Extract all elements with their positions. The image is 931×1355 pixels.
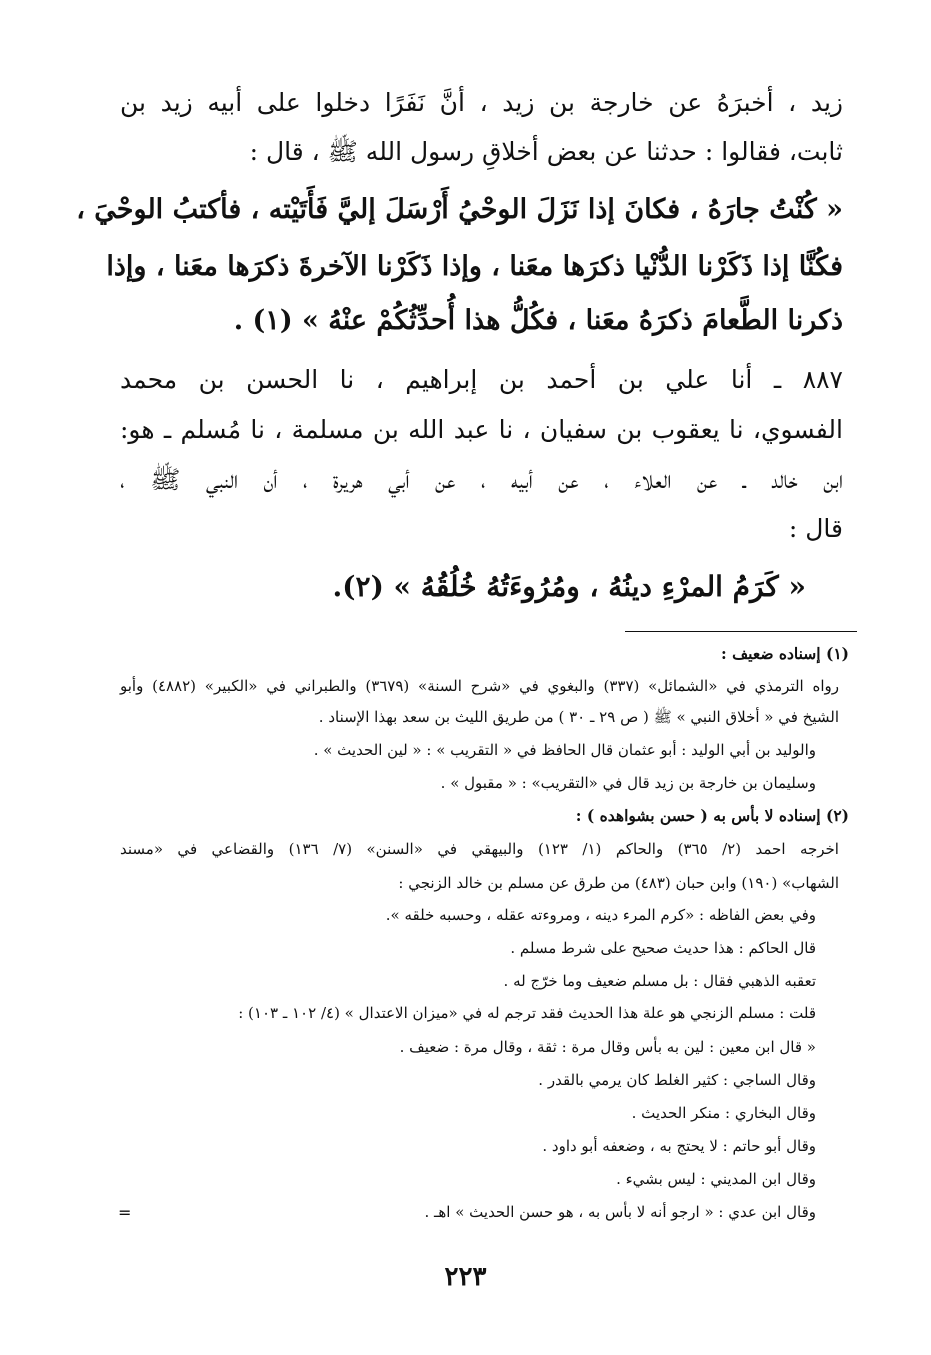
footnote-line: قلت : مسلم الزنجي هو علة هذا الحديث فقد ترجم له في «ميزان الاعتدال » (٤/ ١٠٢ ـ ١٠٣) :: [238, 1004, 816, 1022]
narration-line: قال :: [788, 514, 843, 543]
footnote-line: وقال ابن المديني : ليس بشيء .: [616, 1170, 816, 1188]
hadith-quote-line: « كُنْتُ جارَهُ ، فكانَ إذا نَزَلَ الوحْيُ أَرْسَلَ إليَّ فَأَتَيْته ، فأكتبُ الوحْيَ ،: [76, 194, 843, 225]
footnote-line: قال الحاكم : هذا حديث صحيح على شرط مسلم .: [510, 939, 816, 957]
text-line: ثابت، فقالوا : حدثنا عن بعض أخلاقِ رسول الله ﷺ ، قال :: [249, 137, 843, 166]
footnote-line: وقال أبو حاتم : لا يحتج به ، وضعفه أبو داود .: [542, 1137, 816, 1155]
footnote-line: والوليد بن أبي الوليد : أبو عثمان قال الحافظ في « التقريب » : « لين الحديث » .: [313, 741, 816, 759]
narration-line: الفسوي، نا يعقوب بن سفيان ، نا عبد الله بن مسلمة ، نا مُسلم ـ هو:: [120, 415, 843, 444]
text-line: زيد ، أخبرَهُ عن خارجة بن زيد ، أنَّ نَفَرًا دخلوا على أبيه زيد بن: [120, 88, 843, 117]
footnote-line: وسليمان بن خارجة بن زيد قال في «التقريب» : « مقبول » .: [440, 774, 816, 792]
footnote-line: الشيخ في « أخلاق النبي » ﷺ ( ص ٢٩ ـ ٣٠ ) من طريق الليث بن سعد بهذا الإسناد .: [318, 708, 839, 726]
page-number: ٢٢٣: [444, 1262, 487, 1292]
footnote-line: « قال ابن معين : لين به بأس وقال مرة : ثقة ، وقال مرة : ضعيف .: [399, 1038, 816, 1056]
footnote-line: تعقبه الذهبي فقال : بل مسلم ضعيف وما خرّج له .: [503, 972, 816, 990]
footnote-divider: [625, 631, 857, 632]
footnote-line: الشهاب» (١٩٠) وابن حبان (٤٨٣) من طرق عن مسلم بن خالد الزنجي :: [398, 874, 839, 892]
hadith-quote-line: فكُنَّا إذا ذَكَرْنا الدُّنْيا ذكرَها معَنا ، وإذا ذَكَرْنا الآخرةَ ذكرَها معَنا ، وإذا: [106, 251, 843, 282]
hadith-quote-line: « كَرَمُ المرْءِ دينُهُ ، ومُرُوءَتُهُ خُلُقُهُ » (٢).: [332, 570, 806, 603]
footnote-line: وقال البخاري : منكر الحديث .: [631, 1104, 816, 1122]
footnote-heading: (٢) إسناده لا بأس به ( حسن بشواهده ) :: [575, 806, 849, 825]
footnote-line: اخرجه احمد (٢/ ٣٦٥) والحاكم (١/ ١٢٣) والبيهقي في «السنن» (٧/ ١٣٦) والقضاعي في «مسند: [120, 840, 839, 858]
narration-line: ٨٨٧ ـ أنا علي بن أحمد بن إبراهيم ، نا الحسن بن محمد: [120, 365, 843, 394]
footnote-line: وفي بعض الفاظه : «كرم المرء دينه ، ومروءته عقله ، وحسبه خلقه ».: [385, 906, 816, 924]
narration-line: ابن خالد ـ عن العلاء ، عن أبيه ، عن أبي هريرة ، أن النبي ﷺ ،: [120, 465, 843, 494]
footnote-line: رواه الترمذي في «الشمائل» (٣٣٧) والبغوي في «شرح السنة» (٣٦٧٩) والطبراني في «الكبير» (٤٨٨٢) وأبو: [120, 677, 839, 695]
continuation-mark: =: [118, 1203, 132, 1222]
footnote-heading: (١) إسناده ضعيف :: [721, 644, 849, 663]
footnote-line: وقال الساجي : كثير الغلط كان يرمي بالقدر .: [538, 1071, 816, 1089]
hadith-quote-line: ذكرنا الطَّعامَ ذكرَهُ معَنا ، فكُلُّ هذا أُحدِّثُكُمْ عنْهُ » (١) .: [233, 305, 843, 336]
footnote-line: وقال ابن عدي : « ارجو أنه لا بأس به ، هو حسن الحديث » اهـ .: [424, 1203, 816, 1221]
